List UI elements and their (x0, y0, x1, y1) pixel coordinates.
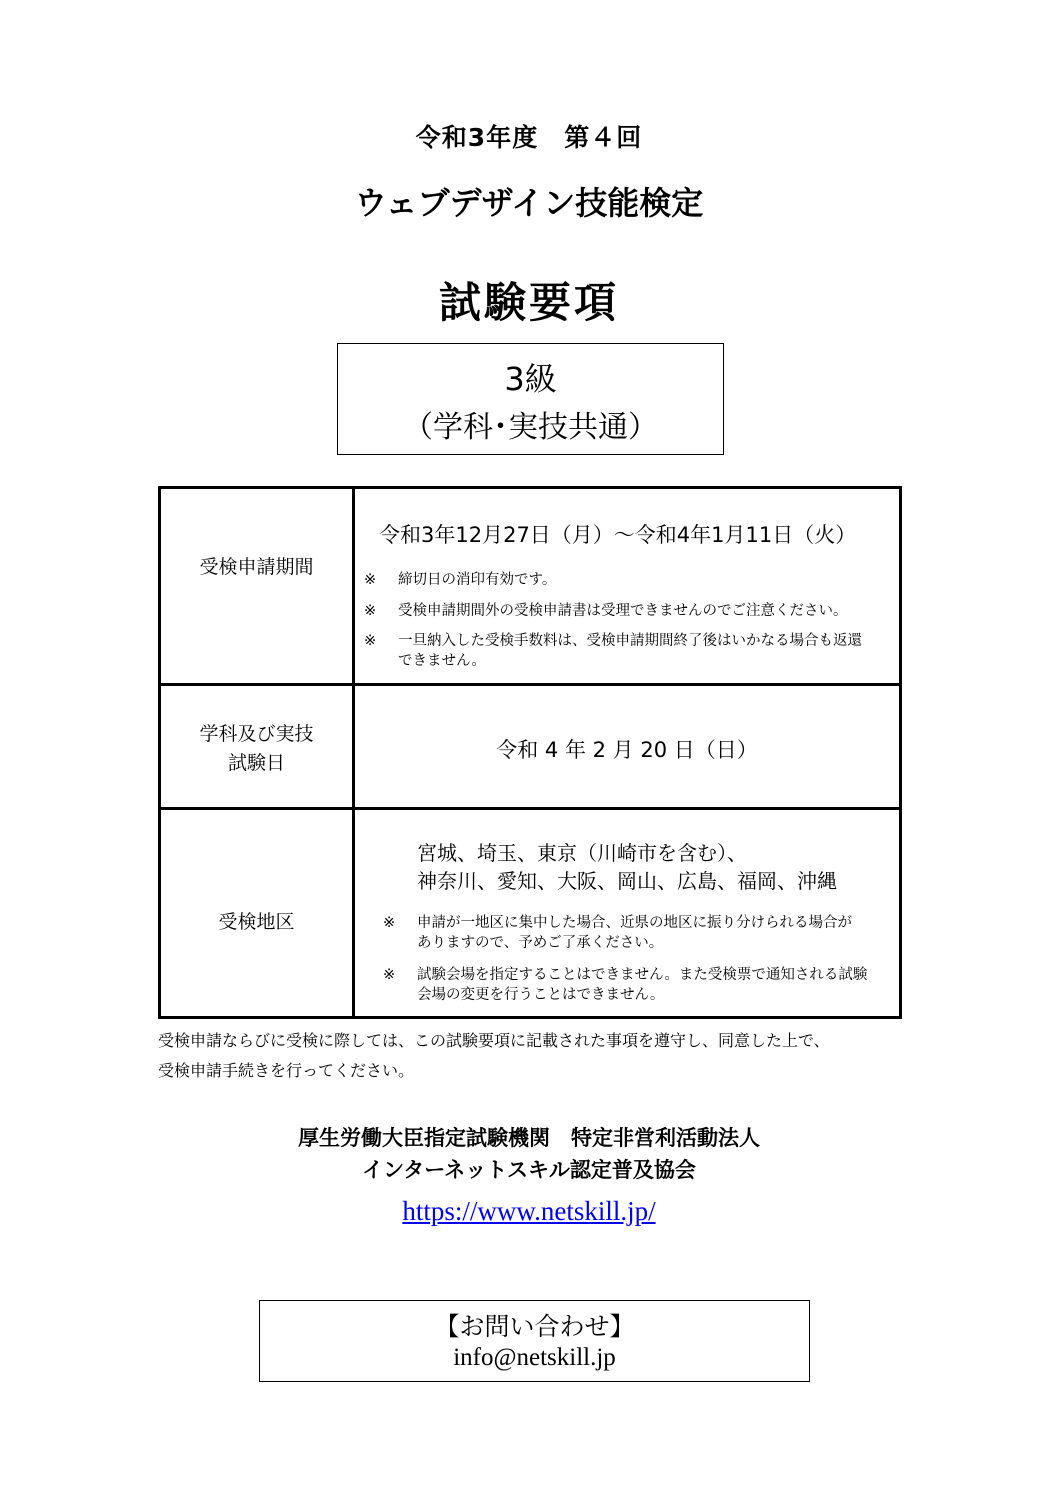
consent-line-1: 受検申請ならびに受検に際しては、この試験要項に記載された事項を遵守し、同意した上で、 (158, 1031, 830, 1050)
note-text: 試験会場を指定することはできません。また受検票で通知される試験 (417, 967, 868, 983)
grade-level: 3級 (504, 360, 557, 398)
exam-date-label-line2: 試験日 (227, 752, 285, 774)
exam-date-label-line1: 学科及び実技 (199, 723, 314, 745)
note-mark: ※ (364, 572, 377, 588)
exam-area-label: 受検地区 (218, 911, 295, 933)
organization-line-1: 厚生労働大臣指定試験機関 特定非営利活動法人 (298, 1126, 760, 1150)
website-url (0, 1196, 1058, 1227)
note-mark: ※ (364, 633, 377, 649)
consent-text (158, 1026, 830, 1086)
table-divider-row2 (161, 807, 899, 810)
exam-area-line2: 神奈川、愛知、大阪、岡山、広島、福岡、沖縄 (417, 869, 837, 893)
grade-box (337, 343, 724, 455)
application-period-label: 受検申請期間 (199, 556, 314, 578)
organization-line-2: インターネットスキル認定普及協会 (362, 1158, 696, 1182)
note-text: 受検申請期間外の受検申請書は受理できませんのでご注意ください。 (398, 603, 848, 619)
year-session: 令和3年度 第４回 (415, 123, 643, 152)
consent-line-2: 受検申請手続きを行ってください。 (158, 1061, 415, 1080)
note-mark: ※ (383, 915, 396, 931)
application-period-value: 令和3年12月27日（月）～令和4年1月11日（火） (379, 523, 857, 547)
note-text: 申請が一地区に集中した場合、近県の地区に振り分けられる場合が (417, 915, 852, 931)
note-text: 一旦納入した受検手数料は、受検申請期間終了後はいかなる場合も返還 (398, 633, 862, 649)
website-link[interactable]: https://www.netskill.jp/ (402, 1196, 656, 1226)
note-text: できません。 (398, 653, 486, 669)
exam-name: ウェブデザイン技能検定 (354, 184, 704, 222)
exam-info-table (158, 486, 902, 1019)
note-mark: ※ (364, 603, 377, 619)
table-divider-row1 (161, 683, 899, 686)
note-text: ありますので、予めご了承ください。 (417, 935, 664, 951)
contact-title: 【お問い合わせ】 (434, 1312, 635, 1341)
contact-box (259, 1300, 810, 1382)
page-title: 試験要項 (438, 278, 619, 327)
grade-type: （学科･実技共通） (403, 410, 658, 445)
note-mark: ※ (383, 967, 396, 983)
note-text: 会場の変更を行うことはできません。 (417, 987, 665, 1003)
exam-date-value: 令和 4 年 2 月 20 日（日） (496, 738, 758, 762)
contact-email: info@netskill.jp (453, 1344, 616, 1371)
note-text: 締切日の消印有効です。 (398, 572, 557, 588)
exam-area-line1: 宮城、埼玉、東京（川崎市を含む）、 (417, 841, 747, 865)
